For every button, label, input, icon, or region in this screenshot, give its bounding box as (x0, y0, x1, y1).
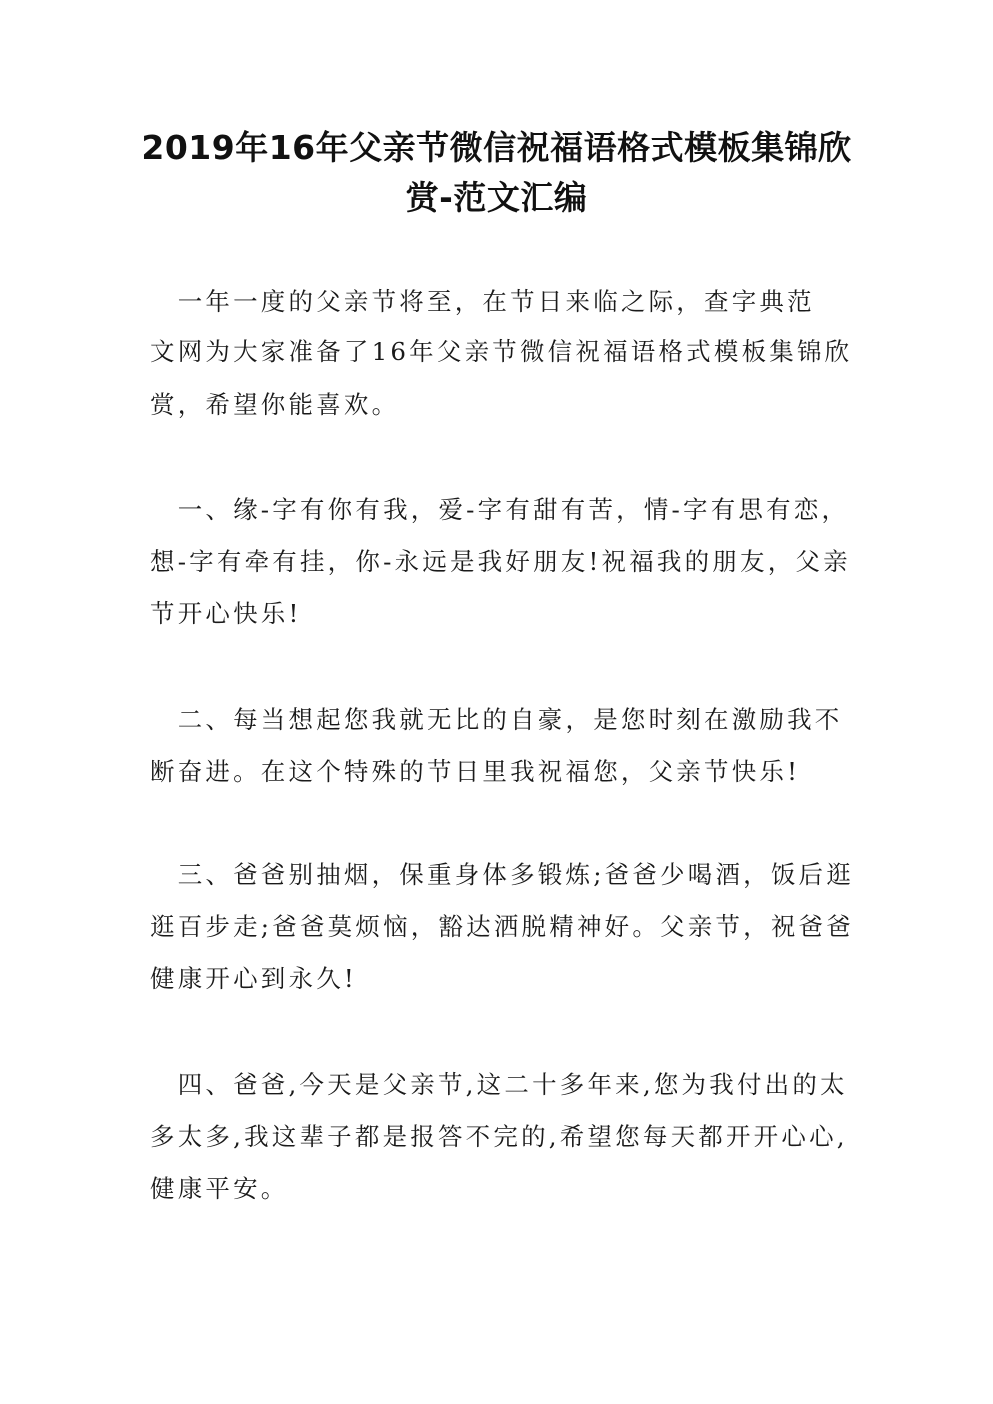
item-1-line-2: 想-字有牵有挂，你-永远是我好朋友!祝福我的朋友，父亲 (150, 547, 851, 576)
item-4-line-3: 健康平安。 (150, 1174, 289, 1203)
item-3-line-2: 逛百步走;爸爸莫烦恼，豁达洒脱精神好。父亲节，祝爸爸 (150, 912, 854, 941)
intro-paragraph-line-1: 一年一度的父亲节将至，在节日来临之际，查字典范 (150, 287, 815, 316)
intro-paragraph-line-2: 文网为大家准备了16年父亲节微信祝福语格式模板集锦欣 (150, 337, 853, 366)
item-2-line-2: 断奋进。在这个特殊的节日里我祝福您，父亲节快乐! (150, 757, 801, 786)
document-title-line-1: 2019年16年父亲节微信祝福语格式模板集锦欣 (141, 128, 852, 167)
item-3-line-3: 健康开心到永久! (150, 964, 357, 993)
item-1-line-3: 节开心快乐! (150, 599, 302, 628)
item-1-line-1: 一、缘-字有你有我，爱-字有甜有苦，情-字有思有恋， (150, 495, 850, 524)
document-title-line-2: 赏-范文汇编 (405, 178, 588, 217)
item-2-line-1: 二、每当想起您我就无比的自豪，是您时刻在激励我不 (150, 705, 843, 734)
intro-paragraph-line-3: 赏，希望你能喜欢。 (150, 390, 400, 419)
item-4-line-1: 四、爸爸,今天是父亲节,这二十多年来,您为我付出的太 (150, 1070, 848, 1099)
item-3-line-1: 三、爸爸别抽烟，保重身体多锻炼;爸爸少喝酒，饭后逛 (150, 860, 854, 889)
item-4-line-2: 多太多,我这辈子都是报答不完的,希望您每天都开开心心, (150, 1122, 848, 1151)
